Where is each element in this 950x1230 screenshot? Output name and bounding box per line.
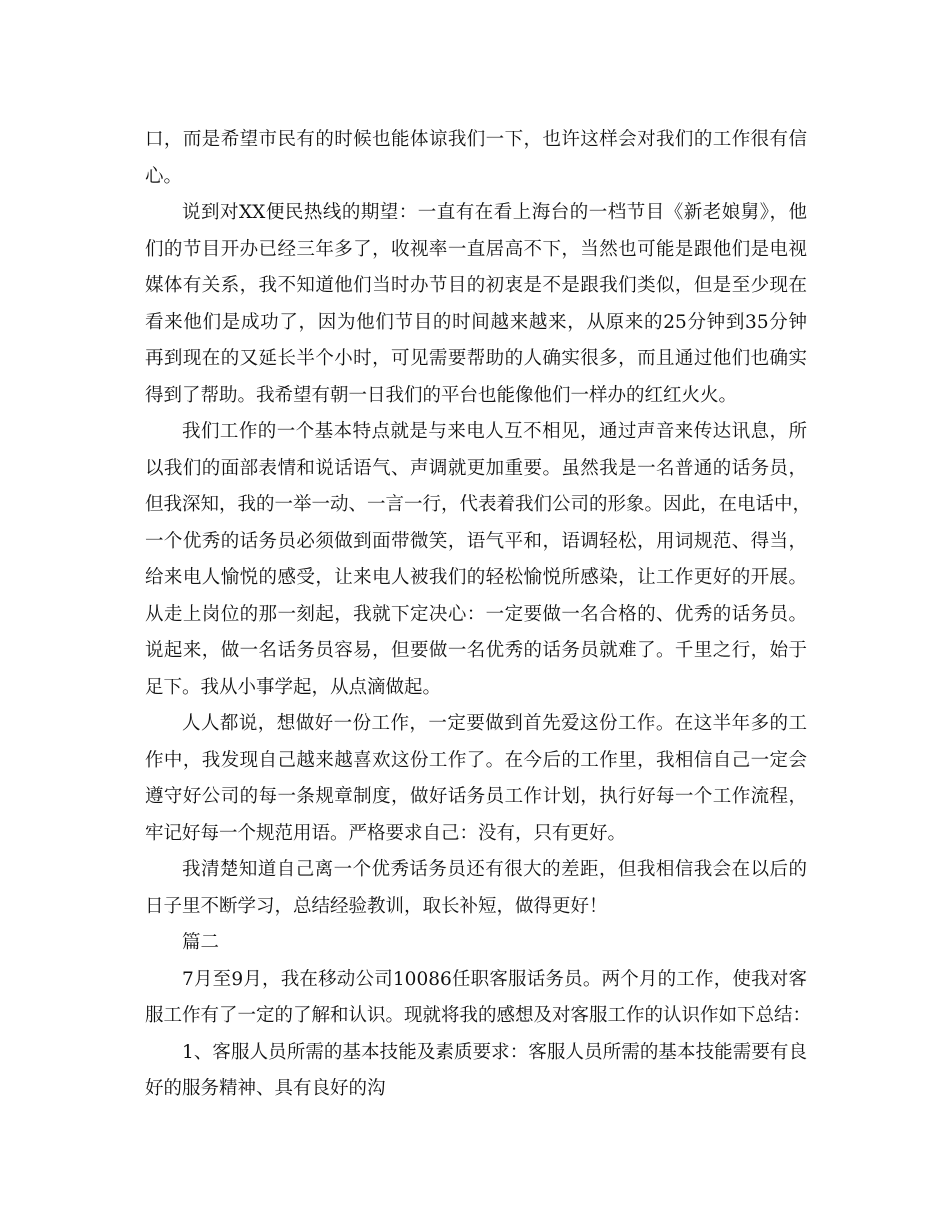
section-heading-text: 篇二 <box>182 932 220 953</box>
text-line: 再到现在的又延长半个小时，可见需要帮助的人确实很多，而且通过他们也确实 <box>145 348 807 369</box>
text-line: 服工作有了一定的了解和认识。现就将我的感想及对客服工作的认识作如下总结： <box>145 1005 812 1026</box>
paragraph <box>145 122 807 195</box>
text-line: 一个优秀的话务员必须做到面带微笑，语气平和，语调轻松，用词规范、得当， <box>145 530 807 552</box>
document-body <box>145 122 812 1108</box>
text-line: 好的服务精神、具有良好的沟 <box>145 1078 386 1099</box>
text-line: 作中，我发现自己越来越喜欢这份工作了。在今后的工作里，我相信自己一定会 <box>145 749 807 771</box>
text-line: 从走上岗位的那一刻起，我就下定决心：一定要做一名合格的、优秀的话务员。 <box>145 603 807 625</box>
text-line: 说到对XX便民热线的期望：一直有在看上海台的一档节目《新老娘舅》，他 <box>182 202 807 223</box>
text-line: 心。 <box>145 165 183 187</box>
text-line: 我清楚知道自己离一个优秀话务员还有很大的差距，但我相信我会在以后的 <box>182 859 807 880</box>
paragraph <box>145 414 812 706</box>
paragraph <box>145 195 807 414</box>
paragraph <box>145 962 812 1035</box>
text-line: 给来电人愉悦的感受，让来电人被我们的轻松愉悦所感染，让工作更好的开展。 <box>145 567 807 588</box>
paragraph <box>145 706 807 852</box>
text-line: 们的节目开办已经三年多了，收视率一直居高不下，当然也可能是跟他们是电视 <box>145 238 807 260</box>
text-line: 日子里不断学习，总结经验教训，取长补短，做得更好！ <box>145 895 608 917</box>
text-line: 我们工作的一个基本特点就是与来电人互不相见，通过声音来传达讯息，所 <box>182 421 807 442</box>
text-line: 7月至9月，我在移动公司10086任职客服话务员。两个月的工作，使我对客 <box>182 968 807 990</box>
text-line: 看来他们是成功了，因为他们节目的时间越来越来，从原来的25分钟到35分钟 <box>145 311 807 333</box>
text-line: 以我们的面部表情和说话语气、声调就更加重要。虽然我是一名普通的话务员， <box>145 457 807 479</box>
text-line: 媒体有关系，我不知道他们当时办节目的初衷是不是跟我们类似，但是至少现在 <box>145 275 807 296</box>
text-line: 足下。我从小事学起，从点滴做起。 <box>145 676 442 698</box>
text-line: 人人都说，想做好一份工作，一定要做到首先爱这份工作。在这半年多的工 <box>182 713 807 734</box>
text-line: 得到了帮助。我希望有朝一日我们的平台也能像他们一样办的红红火火。 <box>145 384 738 406</box>
text-line: 牢记好每一个规范用语。严格要求自己：没有，只有更好。 <box>145 822 627 844</box>
section-heading <box>145 925 807 962</box>
paragraph <box>145 1035 807 1108</box>
text-line: 遵守好公司的每一条规章制度，做好话务员工作计划，执行好每一个工作流程， <box>145 786 807 807</box>
paragraph <box>145 852 807 925</box>
text-line: 但我深知，我的一举一动、一言一行，代表着我们公司的形象。因此，在电话中， <box>145 494 812 515</box>
text-line: 1、客服人员所需的基本技能及素质要求：客服人员所需的基本技能需要有良 <box>182 1041 807 1063</box>
text-line: 说起来，做一名话务员容易，但要做一名优秀的话务员就难了。千里之行，始于 <box>145 640 807 661</box>
text-line: 口，而是希望市民有的时候也能体谅我们一下，也许这样会对我们的工作很有信 <box>145 129 807 150</box>
